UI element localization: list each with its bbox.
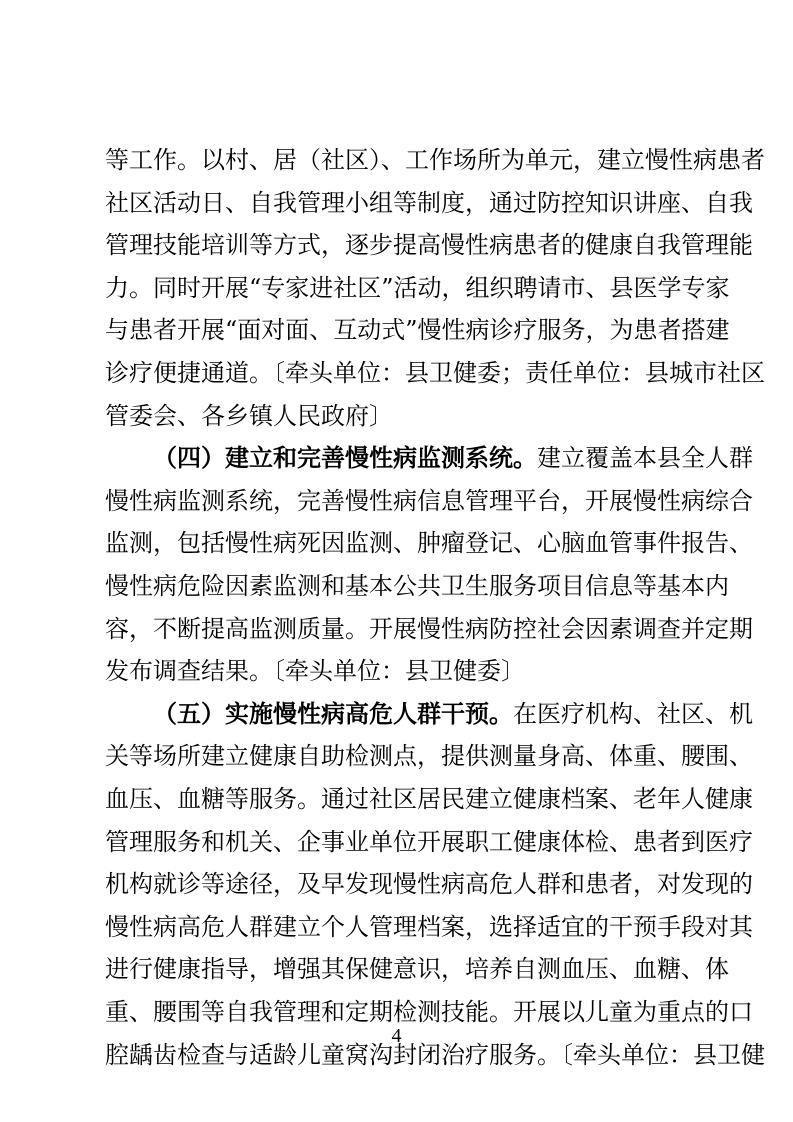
text-line: 机构就诊等途径，及早发现慢性病高危人群和患者，对发现的 [105, 870, 753, 898]
paragraph-first-line [153, 699, 753, 729]
paragraph-first-line [153, 443, 753, 473]
text-line: 监测，包括慢性病死因监测、肿瘤登记、心脑血管事件报告、 [105, 529, 753, 557]
text-line: 容，不断提高监测质量。开展慢性病防控社会因素调查并定期 [105, 615, 753, 643]
text-line: 关等场所建立健康自助检测点，提供测量身高、体重、腰围、 [105, 742, 753, 770]
text-line: 管委会、各乡镇人民政府〕 [105, 402, 393, 430]
text-line: 腔龋齿检查与适龄儿童窝沟封闭治疗服务。〔牵头单位：县卫健 [105, 1041, 765, 1069]
text-line: 慢性病高危人群建立个人管理档案，选择适宜的干预手段对其 [105, 913, 753, 941]
text-line: 等工作。以村、居（社区）、工作场所为单元，建立慢性病患者 [105, 146, 765, 174]
section-heading: （四）建立和完善慢性病监测系统。 [153, 443, 537, 472]
section-heading: （五）实施慢性病高危人群干预。 [153, 699, 513, 728]
text-line: 社区活动日、自我管理小组等制度，通过防控知识讲座、自我 [105, 189, 753, 217]
text-span: 在医疗机构、社区、机 [513, 700, 753, 728]
text-line: 管理技能培训等方式，逐步提高慢性病患者的健康自我管理能 [105, 231, 753, 259]
text-line: 管理服务和机关、企事业单位开展职工健康体检、患者到医疗 [105, 828, 753, 856]
text-line: 慢性病危险因素监测和基本公共卫生服务项目信息等基本内 [105, 572, 729, 600]
text-line: 进行健康指导，增强其保健意识，培养自测血压、血糖、体 [105, 955, 729, 983]
text-span: 建立覆盖本县全人群 [537, 444, 753, 472]
text-line: 重、腰围等自我管理和定期检测技能。开展以儿童为重点的口 [105, 998, 753, 1026]
text-line: 诊疗便捷通道。〔牵头单位：县卫健委；责任单位：县城市社区 [105, 359, 765, 387]
text-line: 发布调查结果。〔牵头单位：县卫健委〕 [105, 657, 525, 685]
page-number: 4 [391, 1025, 402, 1047]
text-line: 血压、血糖等服务。通过社区居民建立健康档案、老年人健康 [105, 785, 753, 813]
text-line: 力。同时开展“专家进社区”活动，组织聘请市、县医学专家 [105, 274, 730, 302]
text-line: 与患者开展“面对面、互动式”慢性病诊疗服务，为患者搭建 [105, 316, 730, 344]
text-line: 慢性病监测系统，完善慢性病信息管理平台，开展慢性病综合 [105, 487, 753, 515]
